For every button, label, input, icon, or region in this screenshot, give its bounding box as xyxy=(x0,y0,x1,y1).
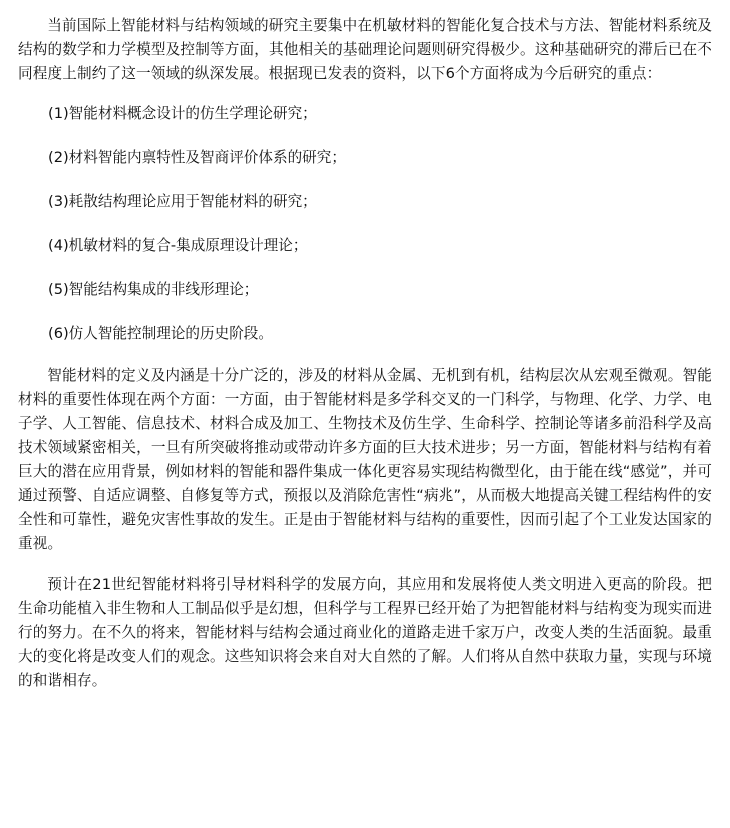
list-item-4: (4)机敏材料的复合-集成原理设计理论； xyxy=(48,237,308,254)
list-item-6: (6)仿人智能控制理论的历史阶段。 xyxy=(48,325,273,342)
list-item-5: (5)智能结构集成的非线形理论； xyxy=(48,281,259,298)
list-item-2: (2)材料智能内禀特性及智商评价体系的研究； xyxy=(48,149,346,166)
outlook-paragraph: 预计在21世纪智能材料将引导材料科学的发展方向，其应用和发展将使人类文明进入更高的阶段。把生命功能植入非生物和人工制品似乎是幻想，但科学与工程界已经开始了为把智能材料与结构变为现实而进行的努力。在不久的将来，智能材料与结构会通过商业化的道路走进千家万户，改变人类的生活面貌。最重大的变化将是改变人们的观念。这些知识将会来自对大自然的了解。人们将从自然中获取力量，实现与环境的和谐相存。 xyxy=(18,576,712,689)
definition-paragraph: 智能材料的定义及内涵是十分广泛的，涉及的材料从金属、无机到有机，结构层次从宏观至微观。智能材料的重要性体现在两个方面：一方面，由于智能材料是多学科交叉的一门科学，与物理、化学、力学、电子学、人工智能、信息技术、材料合成及加工、生物技术及仿生学、生命科学、控制论等诸多前沿科学及高技术领域紧密相关，一旦有所突破将推动或带动许多方面的巨大技术进步；另一方面，智能材料与结构有着巨大的潜在应用背景，例如材料的智能和器件集成一体化更容易实现结构微型化，由于能在线“感觉”，并可通过预警、自适应调整、自修复等方式，预报以及消除危害性“病兆”，从而极大地提高关键工程结构件的安全性和可靠性，避免灾害性事故的发生。正是由于智能材料与结构的重要性，因而引起了个工业发达国家的重视。 xyxy=(18,367,712,552)
list-item-3: (3)耗散结构理论应用于智能材料的研究； xyxy=(48,193,317,210)
list-item-1: (1)智能材料概念设计的仿生学理论研究； xyxy=(48,105,317,122)
intro-paragraph: 当前国际上智能材料与结构领域的研究主要集中在机敏材料的智能化复合技术与方法、智能材料系统及结构的数学和力学模型及控制等方面，其他相关的基础理论问题则研究得极少。这种基础研究的滞后已在不同程度上制约了这一领域的纵深发展。根据现已发表的资料，以下6个方面将成为今后研究的重点： xyxy=(18,17,712,82)
